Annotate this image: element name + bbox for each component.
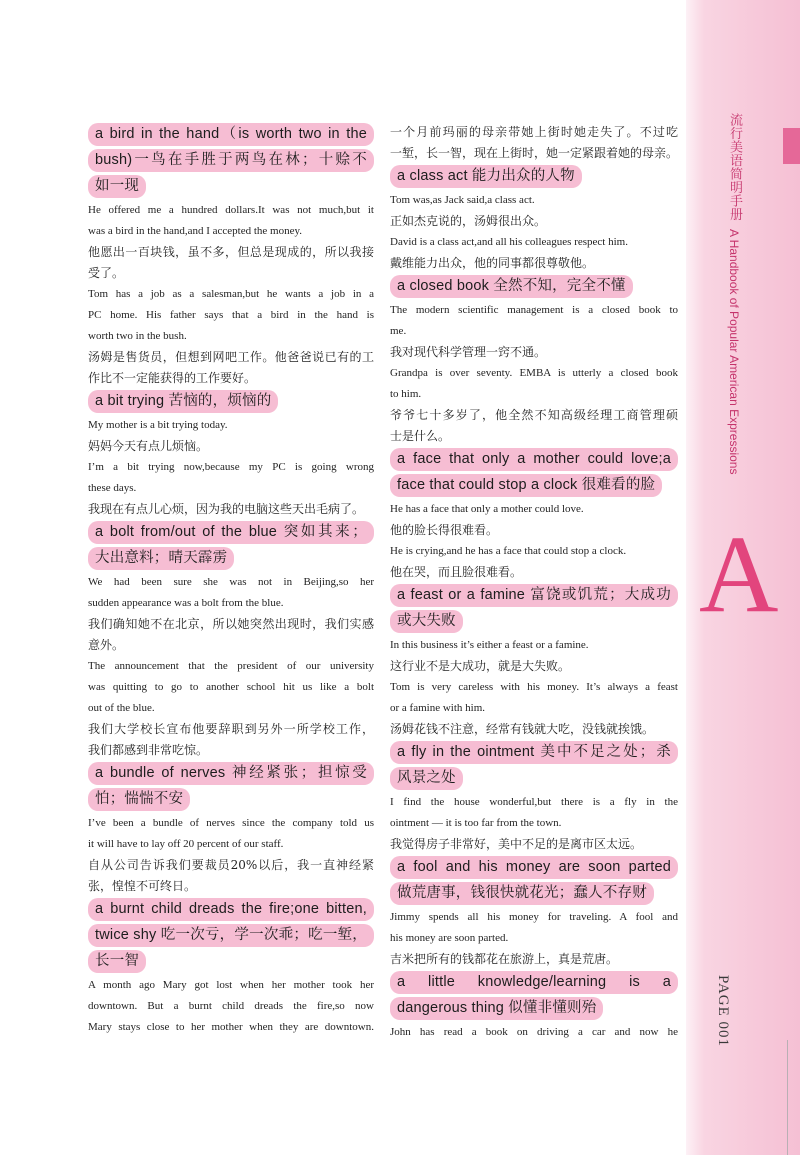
chinese-translation-line: 受了。 [88, 266, 125, 280]
chinese-translation-line: 这行业不是大成功，就是大失败。 [390, 659, 571, 673]
entry-heading-row [88, 761, 374, 787]
example-paragraph [390, 342, 678, 363]
entry-heading-line: a class act 能力出众的人物 [390, 165, 582, 188]
english-example-line: ointment — it is too far from the town. [390, 817, 562, 829]
english-example-line: He offered me a hundred dollars.It was not much,but it [88, 204, 374, 216]
english-example-line: Tom was,as Jack said,a class act. [390, 194, 535, 206]
example-paragraph [390, 211, 678, 232]
entry-heading [390, 740, 678, 792]
example-paragraph [88, 656, 374, 719]
chinese-translation-line: 他的脸长得很难看。 [390, 523, 499, 537]
chinese-translation-line: 一个月前玛丽的母亲带她上街时她走失了。不过吃 [390, 125, 678, 139]
english-example-line: He has a face that only a mother could love. [390, 503, 584, 515]
chinese-translation-line: 士是什么。 [390, 429, 451, 443]
book-title-chinese: 流行美语简明手册 [727, 113, 742, 221]
example-paragraph [390, 122, 678, 164]
chinese-translation-line: 一堑，长一智，现在上街时，她一定紧跟着她的母亲。 [390, 146, 679, 160]
entry-heading-line: 做荒唐事，钱很快就花光；蠢人不存财 [390, 882, 654, 905]
entry-heading-line: a feast or a famine 富饶或饥荒；大成功 [390, 584, 678, 607]
example-paragraph [390, 1022, 678, 1043]
entry-heading-row [390, 881, 678, 907]
chinese-translation-line: 吉米把所有的钱都花在旅游上，真是荒唐。 [390, 952, 619, 966]
entry-heading [390, 855, 678, 907]
chinese-translation-line: 自从公司告诉我们要裁员20%以后，我一直神经紧 [88, 858, 374, 872]
example-paragraph [390, 635, 678, 656]
entry-heading-row [390, 473, 678, 499]
english-example-line: John has read a book on driving a car and now he [390, 1026, 678, 1038]
entry-heading [390, 970, 678, 1022]
entry-heading-row [88, 923, 374, 949]
entry-heading-line: 或大失败 [390, 610, 463, 633]
chinese-translation-line: 他愿出一百块钱，虽不多，但总是现成的，所以我接 [88, 245, 374, 259]
entry-heading-row [390, 996, 678, 1022]
entry-heading-line: a fool and his money are soon parted [390, 856, 678, 879]
example-paragraph [88, 242, 374, 284]
entry-heading [88, 389, 374, 415]
english-example-line: worth two in the bush. [88, 330, 187, 342]
entry-heading-row [88, 897, 374, 923]
entry-heading-row [390, 740, 678, 766]
entry-heading-line: a bolt from/out of the blue 突如其来； [88, 521, 374, 544]
section-tab-marker [783, 128, 800, 164]
english-example-line: sudden appearance was a bolt from the blue. [88, 597, 284, 609]
chinese-translation-line: 我们确知她不在北京，所以她突然出现时，我们实感 [88, 617, 374, 631]
example-paragraph [390, 792, 678, 834]
entry-heading-row [390, 855, 678, 881]
english-example-line: PC home. His father says that a bird in the hand is [88, 309, 374, 321]
example-paragraph [88, 200, 374, 242]
example-paragraph [88, 975, 374, 1038]
chinese-translation-line: 作比不一定能获得的工作要好。 [88, 371, 257, 385]
example-paragraph [88, 347, 374, 389]
english-example-line: He is crying,and he has a face that could stop a clock. [390, 545, 627, 557]
example-paragraph [88, 855, 374, 897]
example-paragraph [390, 834, 678, 855]
english-example-line: downtown. But a burnt child dreads the fire,so now [88, 1000, 374, 1012]
english-example-line: I’m a bit trying now,because my PC is going wrong [88, 461, 374, 473]
english-example-line: was quitting to go to another school hit us like a bolt [88, 681, 374, 693]
example-paragraph [390, 232, 678, 253]
entry-heading-line: 长一智 [88, 950, 146, 973]
english-example-line: it will have to lay off 20 percent of our staff. [88, 838, 284, 850]
entry-heading [88, 897, 374, 975]
chinese-translation-line: 汤姆是售货员，但想到网吧工作。他爸爸说已有的工 [88, 350, 374, 364]
running-book-title [725, 113, 744, 475]
entry-heading [390, 274, 678, 300]
example-paragraph [88, 415, 374, 436]
entry-heading-row [390, 766, 678, 792]
chinese-translation-line: 我们都感到非常吃惊。 [88, 743, 209, 757]
entry-heading-line: 怕；惴惴不安 [88, 788, 190, 811]
english-example-line: We had been sure she was not in Beijing,so her [88, 576, 374, 588]
entry-heading-line: a fly in the ointment 美中不足之处；杀 [390, 741, 678, 764]
right-column [390, 122, 678, 1043]
chinese-translation-line: 意外。 [88, 638, 125, 652]
example-paragraph [88, 499, 374, 520]
chinese-translation-line: 爷爷七十多岁了，他全然不知高级经理工商管理硕 [390, 408, 678, 422]
entry-heading-row [88, 949, 374, 975]
example-paragraph [88, 719, 374, 761]
english-example-line: Tom is very careless with his money. It’s always a feast [390, 681, 678, 693]
example-paragraph [390, 949, 678, 970]
entry-heading [88, 761, 374, 813]
entry-heading-row [88, 174, 374, 200]
example-paragraph [390, 253, 678, 274]
english-example-line: I’ve been a bundle of nerves since the company told us [88, 817, 374, 829]
entry-heading [390, 164, 678, 190]
entry-heading-line: a face that only a mother could love;a [390, 448, 678, 471]
chinese-translation-line: 正如杰克说的，汤姆很出众。 [390, 214, 547, 228]
example-paragraph [390, 405, 678, 447]
english-example-line: to him. [390, 388, 422, 400]
chinese-translation-line: 戴维能力出众，他的同事都很尊敬他。 [390, 256, 595, 270]
example-paragraph [390, 907, 678, 949]
example-paragraph [390, 363, 678, 405]
english-example-line: these days. [88, 482, 137, 494]
entry-heading-line: 如一现 [88, 175, 146, 198]
english-example-line: The announcement that the president of our university [88, 660, 374, 672]
entry-heading-line: a burnt child dreads the fire;one bitten, [88, 898, 374, 921]
entry-heading-line: a bit trying 苦恼的，烦恼的 [88, 390, 278, 413]
english-example-line: Mary stays close to her mother when they are downtown. [88, 1021, 374, 1033]
entry-heading-line: 大出意料；晴天霹雳 [88, 547, 234, 570]
english-example-line: Grandpa is over seventy. EMBA is utterly a closed book [390, 367, 678, 379]
page-edge-line [787, 1040, 788, 1155]
entry-heading-row [88, 787, 374, 813]
entry-heading-row [88, 122, 374, 148]
chinese-translation-line: 汤姆花钱不注意，经常有钱就大吃，没钱就挨饿。 [390, 722, 655, 736]
entry-heading-row [390, 583, 678, 609]
entry-heading [390, 447, 678, 499]
example-paragraph [88, 614, 374, 656]
example-paragraph [390, 190, 678, 211]
entry-heading-line: a bird in the hand（is worth two in the [88, 123, 374, 146]
english-example-line: his money are soon parted. [390, 932, 509, 944]
example-paragraph [88, 284, 374, 347]
section-letter: A [699, 513, 779, 635]
english-example-line: me. [390, 325, 407, 337]
example-paragraph [88, 813, 374, 855]
entry-heading-line: 风景之处 [390, 767, 463, 790]
entry-heading-row [390, 447, 678, 473]
english-example-line: David is a class act,and all his colleagues respect him. [390, 236, 628, 248]
entry-heading-row [390, 609, 678, 635]
entry-heading-row [390, 274, 678, 300]
english-example-line: The modern scientific management is a closed book to [390, 304, 678, 316]
example-paragraph [390, 677, 678, 719]
entry-heading [390, 583, 678, 635]
entry-heading-line: a little knowledge/learning is a [390, 971, 678, 994]
book-title-english: A Handbook of Popular American Expressions [727, 229, 741, 475]
example-paragraph [390, 499, 678, 520]
entry-heading-line: dangerous thing 似懂非懂则殆 [390, 997, 603, 1020]
english-example-line: A month ago Mary got lost when her mother took her [88, 979, 374, 991]
english-example-line: In this business it’s either a feast or a famine. [390, 639, 589, 651]
example-paragraph [390, 520, 678, 541]
example-paragraph [390, 562, 678, 583]
chinese-translation-line: 我们大学校长宣布他要辞职到另外一所学校工作， [88, 722, 374, 736]
english-example-line: out of the blue. [88, 702, 155, 714]
entry-heading [88, 520, 374, 572]
entry-heading-row [88, 520, 374, 546]
entry-heading-row [88, 389, 374, 415]
example-paragraph [390, 541, 678, 562]
entry-heading-row [390, 164, 678, 190]
chinese-translation-line: 我现在有点儿心烦，因为我的电脑这些天出毛病了。 [88, 502, 365, 516]
entry-heading-line: face that could stop a clock 很难看的脸 [390, 474, 662, 497]
chinese-translation-line: 我对现代科学管理一窍不通。 [390, 345, 547, 359]
example-paragraph [88, 572, 374, 614]
entry-heading-line: bush)一鸟在手胜于两鸟在林；十赊不 [88, 149, 374, 172]
example-paragraph [390, 300, 678, 342]
example-paragraph [390, 719, 678, 740]
example-paragraph [390, 656, 678, 677]
english-example-line: I find the house wonderful,but there is a fly in the [390, 796, 678, 808]
english-example-line: or a famine with him. [390, 702, 486, 714]
chinese-translation-line: 张，惶惶不可终日。 [88, 879, 197, 893]
entry-heading-line: a closed book 全然不知，完全不懂 [390, 275, 633, 298]
english-example-line: Tom has a job as a salesman,but he wants a job in a [88, 288, 374, 300]
entry-heading [88, 122, 374, 200]
entry-heading-row [88, 546, 374, 572]
chinese-translation-line: 他在哭，而且脸很难看。 [390, 565, 523, 579]
english-example-line: was a bird in the hand,and I accepted the money. [88, 225, 303, 237]
english-example-line: Jimmy spends all his money for traveling. A fool and [390, 911, 678, 923]
english-example-line: My mother is a bit trying today. [88, 419, 228, 431]
entry-heading-row [88, 148, 374, 174]
page-number: PAGE 001 [715, 975, 731, 1048]
entry-heading-line: a bundle of nerves 神经紧张；担惊受 [88, 762, 374, 785]
chinese-translation-line: 我觉得房子非常好，美中不足的是离市区太远。 [390, 837, 643, 851]
example-paragraph [88, 436, 374, 457]
entry-heading-row [390, 970, 678, 996]
left-column [88, 122, 374, 1038]
chinese-translation-line: 妈妈今天有点儿烦恼。 [88, 439, 209, 453]
example-paragraph [88, 457, 374, 499]
entry-heading-line: twice shy 吃一次亏，学一次乖；吃一堑， [88, 924, 374, 947]
